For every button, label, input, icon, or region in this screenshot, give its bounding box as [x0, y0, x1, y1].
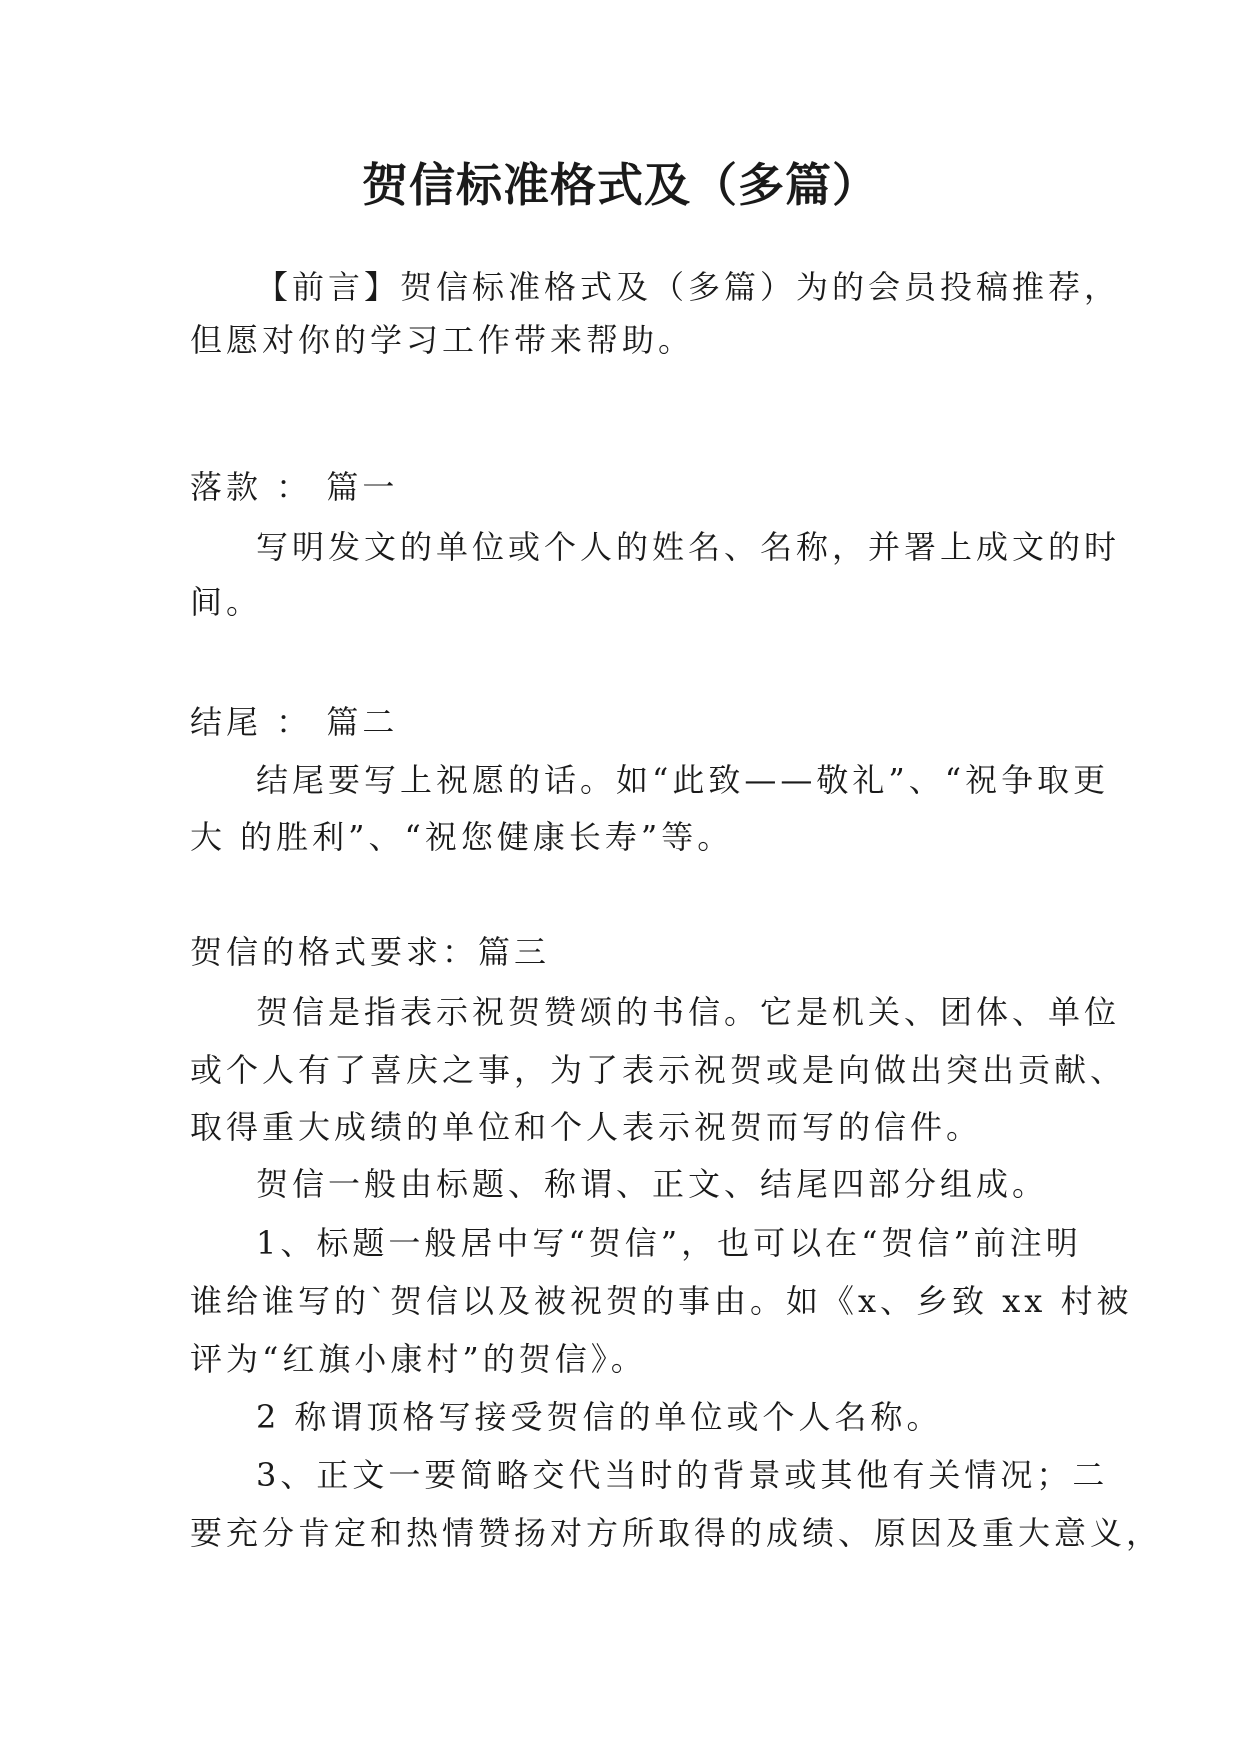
document-title: 贺信标准格式及（多篇） — [362, 158, 879, 212]
section3-paragraph-5-line-2: 要充分肯定和热情赞扬对方所取得的成绩、原因及重大意义， — [190, 1514, 1163, 1552]
section3-paragraph-3-line-2: 谁给谁写的`贺信以及被祝贺的事由。如《x、乡致 xx 村被 — [190, 1282, 1133, 1320]
section2-body-line-1: 结尾要写上祝愿的话。如“此致——敬礼”、“祝争取更 — [256, 761, 1110, 799]
section3-paragraph-1-line-1: 贺信是指表示祝贺赞颂的书信。它是机关、团体、单位 — [256, 993, 1121, 1031]
section3-paragraph-3-line-1: 1、标题一般居中写“贺信”，也可以在“贺信”前注明 — [256, 1224, 1082, 1262]
section3-paragraph-4-line-1: 2 称谓顶格写接受贺信的单位或个人名称。 — [256, 1398, 943, 1436]
section3-paragraph-5-line-1: 3、正文一要简略交代当时的背景或其他有关情况；二 — [256, 1456, 1109, 1494]
section2-body-line-2: 大 的胜利”、“祝您健康长寿”等。 — [190, 818, 734, 856]
preface-line-2: 但愿对你的学习工作带来帮助。 — [190, 321, 695, 359]
section3-paragraph-1-line-3: 取得重大成绩的单位和个人表示祝贺而写的信件。 — [190, 1108, 983, 1146]
preface-line-1: 【前言】贺信标准格式及（多篇）为的会员投稿推荐， — [256, 268, 1121, 306]
section1-body-line-2: 间。 — [190, 583, 263, 621]
section2-heading: 结尾 ： 篇二 — [190, 703, 399, 741]
section3-heading: 贺信的格式要求：篇三 — [190, 933, 551, 971]
section3-paragraph-1-line-2: 或个人有了喜庆之事，为了表示祝贺或是向做出突出贡献、 — [190, 1051, 1127, 1089]
section1-body-line-1: 写明发文的单位或个人的姓名、名称，并署上成文的时 — [256, 528, 1121, 566]
section3-paragraph-3-line-3: 评为“红旗小康村”的贺信》。 — [190, 1340, 647, 1378]
section1-heading: 落款 ： 篇一 — [190, 468, 399, 506]
section3-paragraph-2-line-1: 贺信一般由标题、称谓、正文、结尾四部分组成。 — [256, 1165, 1049, 1203]
